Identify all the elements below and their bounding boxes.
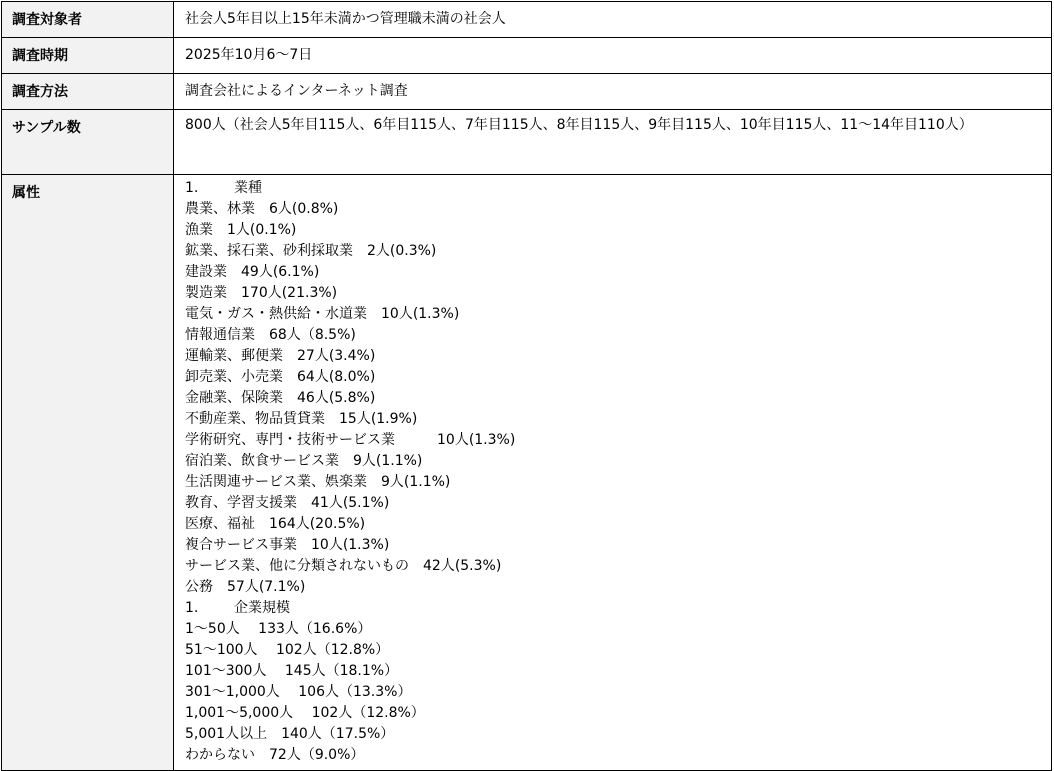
table-row [2, 175, 1052, 771]
list-item: 301～1,000人 106人（13.3%） [185, 684, 412, 700]
row-value-attributes [174, 175, 1052, 771]
list-item: 漁業 1人(0.1%) [185, 222, 297, 238]
list-item: 製造業 170人(21.3%) [185, 285, 338, 301]
row-value-target: 社会人5年目以上15年未満かつ管理職未満の社会人 [174, 2, 1052, 38]
list-item: 101～300人 145人（18.1%） [185, 663, 399, 679]
row-value-period: 2025年10月6～7日 [174, 38, 1052, 74]
list-item: 情報通信業 68人（8.5%) [185, 327, 356, 343]
table-row [2, 110, 1052, 175]
row-label-sample-size: サンプル数 [2, 110, 174, 175]
list-item: 卸売業、小売業 64人(8.0%) [185, 369, 376, 385]
list-item: 1,001～5,000人 102人（12.8%） [185, 705, 425, 721]
list-item: 生活関連サービス業、娯楽業 9人(1.1%) [185, 474, 451, 490]
list-item: 鉱業、採石業、砂利採取業 2人(0.3%) [185, 243, 437, 259]
list-item: 複合サービス事業 10人(1.3%) [185, 537, 390, 553]
list-item: 金融業、保険業 46人(5.8%) [185, 390, 376, 406]
list-item: 宿泊業、飲食サービス業 9人(1.1%) [185, 453, 423, 469]
list-item: 教育、学習支援業 41人(5.1%) [185, 495, 390, 511]
section-heading-industry: 1. 業種 [185, 180, 262, 196]
row-label-target: 調査対象者 [2, 2, 174, 38]
list-item: 公務 57人(7.1%) [185, 579, 306, 595]
list-item: 建設業 49人(6.1%) [185, 264, 320, 280]
survey-overview-table [1, 1, 1052, 771]
list-item: 不動産業、物品賃貸業 15人(1.9%) [185, 411, 418, 427]
list-item: サービス業、他に分類されないもの 42人(5.3%) [185, 558, 502, 574]
row-label-period: 調査時期 [2, 38, 174, 74]
list-item: 運輸業、郵便業 27人(3.4%) [185, 348, 376, 364]
row-label-attributes: 属性 [2, 175, 174, 771]
row-label-method: 調査方法 [2, 74, 174, 110]
table-row [2, 74, 1052, 110]
table-row [2, 2, 1052, 38]
list-item: 1～50人 133人（16.6%） [185, 621, 372, 637]
list-item: 農業、林業 6人(0.8%) [185, 201, 339, 217]
list-item: 医療、福祉 164人(20.5%) [185, 516, 366, 532]
list-item: わからない 72人（9.0%） [185, 747, 365, 763]
list-item: 5,001人以上 140人（17.5%） [185, 726, 395, 742]
row-value-sample-size: 800人（社会人5年目115人、6年目115人、7年目115人、8年目115人、9年目115人、10年目115人、11～14年目110人） [174, 110, 1052, 175]
section-heading-company-size: 1. 企業規模 [185, 600, 290, 616]
list-item: 51～100人 102人（12.8%） [185, 642, 390, 658]
list-item: 電気・ガス・熱供給・水道業 10人(1.3%) [185, 306, 460, 322]
row-value-method: 調査会社によるインターネット調査 [174, 74, 1052, 110]
list-item: 学術研究、専門・技術サービス業 10人(1.3%) [185, 432, 516, 448]
table-row [2, 38, 1052, 74]
